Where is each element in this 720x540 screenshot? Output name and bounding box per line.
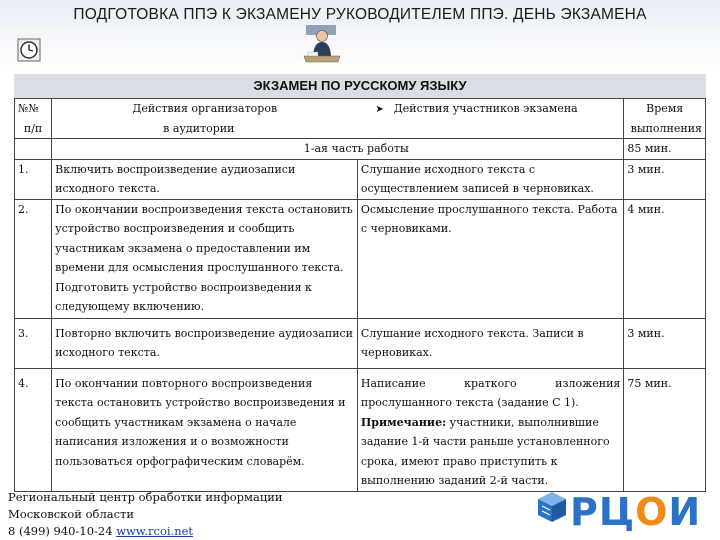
header-time	[624, 99, 706, 139]
row-participant-line2: прослушанного текста (задание С 1).	[360, 396, 579, 409]
row-time: 4 мин.	[624, 199, 706, 318]
row-time: 3 мин.	[624, 318, 706, 368]
row-participant-line1: Написание краткого изложения	[360, 376, 621, 390]
row-org-action: По окончании повторного воспроизведения текста остановить устройство воспроизведения и сообщить участникам экзамена о начале написания изложения и о возможности пользоваться орфографическим словарём.	[52, 368, 358, 491]
arrow-bullet-icon: ➤	[375, 104, 384, 115]
note-label: Примечание:	[360, 415, 447, 429]
footer-org-line1: Региональный центр обработки информации	[8, 490, 283, 504]
note-text: участники, выполнившие задание 1-й части раньше установленного срока, имеют право приступить к выполнению заданий 2-й части.	[360, 415, 610, 487]
row-participant-action: Слушание исходного текста с осуществлением записей в черновиках.	[357, 159, 623, 199]
table-row	[15, 318, 706, 368]
header-part	[357, 99, 623, 139]
exam-procedure-table	[14, 98, 706, 492]
row-participant-action	[357, 368, 623, 491]
part1-num-cell	[15, 139, 52, 160]
logo-wordmark	[570, 490, 701, 534]
person-at-desk-icon	[302, 22, 342, 66]
row-time: 3 мин.	[624, 159, 706, 199]
row-participant-action: Слушание исходного текста. Записи в черновиках.	[357, 318, 623, 368]
exam-subtitle: ЭКЗАМЕН ПО РУССКОМУ ЯЗЫКУ	[253, 78, 467, 93]
footer-contact	[8, 489, 308, 540]
part1-label-text: 1-ая часть работы	[303, 142, 409, 155]
footer-phone-line	[8, 523, 308, 540]
header-num-line1: №№	[18, 102, 39, 115]
row-num: 3.	[15, 318, 52, 368]
header-num-line2: п/п	[23, 121, 43, 135]
logo-text-part1: РЦ	[570, 490, 636, 534]
slide-title: ПОДГОТОВКА ППЭ К ЭКЗАМЕНУ РУКОВОДИТЕЛЕМ ППЭ. ДЕНЬ ЭКЗАМЕНА	[73, 6, 647, 23]
part1-time: 85 мин.	[624, 139, 706, 160]
row-org-action: Включить воспроизведение аудиозаписи исходного текста.	[52, 159, 358, 199]
row-num: 1.	[15, 159, 52, 199]
header-part-label: Действия участников экзамена	[393, 102, 578, 115]
header-org-line1: Действия организаторов	[132, 102, 278, 115]
header-time-line1: Время	[646, 102, 684, 115]
header-org-line2: в аудитории	[163, 121, 235, 135]
row-participant-note	[361, 413, 620, 491]
logo-text-part2: О	[635, 490, 669, 534]
table-row	[15, 368, 706, 491]
clock-icon	[17, 38, 41, 62]
header-org	[52, 99, 358, 139]
row-org-action: Повторно включить воспроизведение аудиозаписи исходного текста.	[52, 318, 358, 368]
footer-org-line2: Московской области	[8, 507, 135, 521]
part1-row	[15, 139, 706, 160]
footer-phone: 8 (499) 940-10-24	[8, 524, 117, 538]
footer-website-link[interactable]: www.rcoi.net	[116, 524, 194, 538]
part1-label	[52, 139, 624, 160]
row-org-action: По окончании воспроизведения текста остановить устройство воспроизведения и сообщить участникам экзамена о предоставлении им времени для осмысления прослушанного текста. Подготовить устройство воспроизведения к следующему включению.	[52, 199, 358, 318]
table-header-row	[15, 99, 706, 139]
logo-text-part3: И	[668, 490, 702, 534]
row-num: 2.	[15, 199, 52, 318]
header-num	[15, 99, 52, 139]
row-participant-action: Осмысление прослушанного текста. Работа с черновиками.	[357, 199, 623, 318]
row-time: 75 мин.	[624, 368, 706, 491]
header-time-line2: выполнения	[630, 121, 702, 135]
table-row	[15, 159, 706, 199]
row-num: 4.	[15, 368, 52, 491]
table-row	[15, 199, 706, 318]
